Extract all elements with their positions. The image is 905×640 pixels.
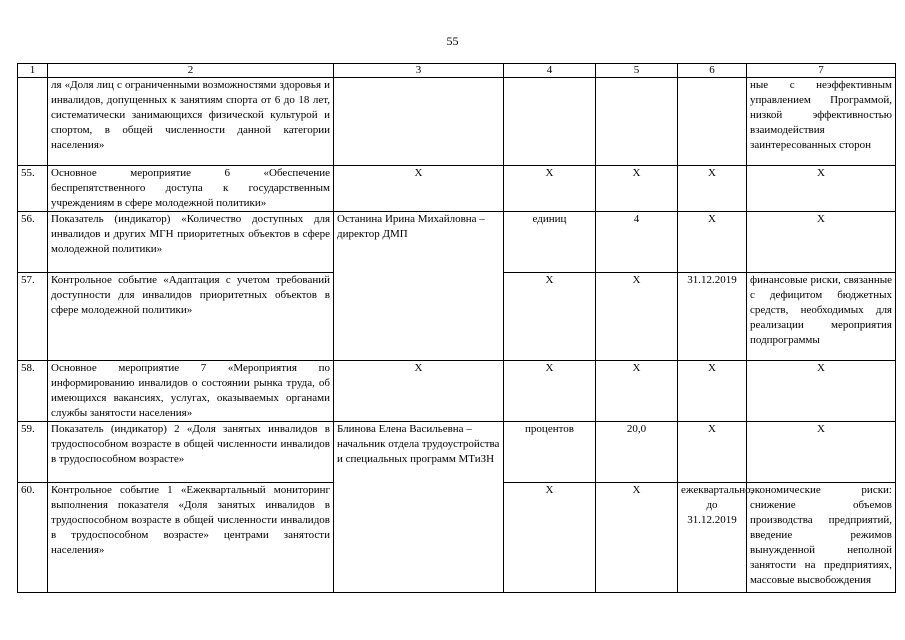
unit-cell: Х [504, 361, 596, 422]
row-number-cell: 55. [18, 166, 48, 212]
description-cell: Показатель (индикатор) 2 «Доля занятых инвалидов в трудоспособном возрасте в общей численности инвалидов в трудоспособном возрасте» [48, 422, 334, 483]
unit-cell [504, 78, 596, 166]
unit-cell: единиц [504, 212, 596, 273]
row-number-cell [18, 78, 48, 166]
value-cell: 4 [596, 212, 678, 273]
table-row [18, 166, 896, 212]
row-number-cell: 56. [18, 212, 48, 273]
responsible-cell: Блинова Елена Васильевна – начальник отдела трудоустройства и специальных программ МТиЗН [334, 422, 504, 593]
description-cell: Основное мероприятие 7 «Мероприятия по информированию инвалидов о состоянии рынка труда, об имеющихся вакансиях, услугах, оказываемых органами службы занятости населения» [48, 361, 334, 422]
risks-cell: ные с неэффективным управлением Программой, низкой эффективностью взаимодействия заинтересованных сторон [747, 78, 896, 166]
table-header-row [18, 64, 896, 78]
row-number-cell: 57. [18, 273, 48, 361]
header-cell: 1 [18, 64, 48, 78]
header-cell: 5 [596, 64, 678, 78]
header-cell: 2 [48, 64, 334, 78]
value-cell: Х [596, 361, 678, 422]
header-cell: 4 [504, 64, 596, 78]
description-cell: Показатель (индикатор) «Количество доступных для инвалидов и других МГН приоритетных объектов в сфере молодежной политики» [48, 212, 334, 273]
description-cell: Основное мероприятие 6 «Обеспечение беспрепятственного доступа к государственным учреждениям в сфере молодежной политики» [48, 166, 334, 212]
row-number-cell: 59. [18, 422, 48, 483]
risks-cell: Х [747, 422, 896, 483]
unit-cell: Х [504, 483, 596, 593]
unit-cell: Х [504, 273, 596, 361]
table-row [18, 212, 896, 273]
header-cell: 7 [747, 64, 896, 78]
risks-cell: Х [747, 212, 896, 273]
description-cell: Контрольное событие «Адаптация с учетом требований доступности для инвалидов приоритетных объектов в сфере молодежной политики» [48, 273, 334, 361]
description-cell: ля «Доля лиц с ограниченными возможностями здоровья и инвалидов, допущенных к занятиям спорта от 6 до 18 лет, систематически занимающихся физической культурой и спортом, в общей численности данной категории населения» [48, 78, 334, 166]
value-cell [596, 78, 678, 166]
deadline-cell: Х [678, 212, 747, 273]
risks-cell: Х [747, 166, 896, 212]
unit-cell: Х [504, 166, 596, 212]
responsible-cell: Х [334, 166, 504, 212]
responsible-cell [334, 78, 504, 166]
header-cell: 3 [334, 64, 504, 78]
risks-cell: финансовые риски, связанные с дефицитом бюджетных средств, необходимых для реализации мероприятия подпрограммы [747, 273, 896, 361]
table-row [18, 422, 896, 483]
deadline-cell: 31.12.2019 [678, 273, 747, 361]
measures-table [17, 63, 896, 593]
deadline-cell: Х [678, 166, 747, 212]
unit-cell: процентов [504, 422, 596, 483]
value-cell: Х [596, 483, 678, 593]
risks-cell: экономические риски: снижение объемов производства предприятий, введение режимов вынужденной неполной занятости на предприятиях, массовые высвобождения [747, 483, 896, 593]
value-cell: Х [596, 273, 678, 361]
risks-cell: Х [747, 361, 896, 422]
description-cell: Контрольное событие 1 «Ежеквартальный мониторинг выполнения показателя «Доля занятых инвалидов в трудоспособном возрасте в общей численности инвалидов в трудоспособном возрасте» центрами занятости населения» [48, 483, 334, 593]
page-number: 55 [446, 34, 459, 48]
table-row [18, 78, 896, 166]
table-row [18, 361, 896, 422]
row-number-cell: 58. [18, 361, 48, 422]
deadline-cell [678, 78, 747, 166]
value-cell: 20,0 [596, 422, 678, 483]
responsible-cell: Х [334, 361, 504, 422]
value-cell: Х [596, 166, 678, 212]
deadline-cell: Х [678, 422, 747, 483]
header-cell: 6 [678, 64, 747, 78]
row-number-cell: 60. [18, 483, 48, 593]
responsible-cell: Останина Ирина Михайловна – директор ДМП [334, 212, 504, 361]
deadline-cell: Х [678, 361, 747, 422]
deadline-cell: ежеквартально, до 31.12.2019 [678, 483, 747, 593]
